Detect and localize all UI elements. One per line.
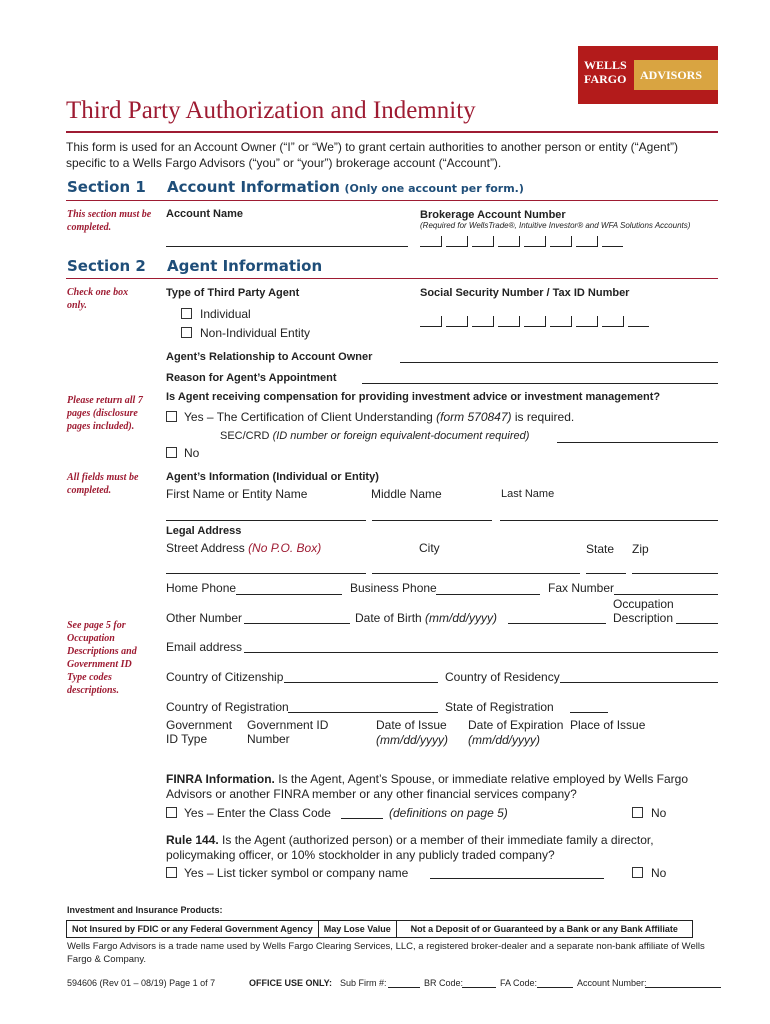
brokerage-number-field[interactable] (420, 236, 623, 247)
fax-field[interactable] (614, 594, 718, 595)
rule144-no-label: No (651, 866, 667, 880)
logo-line1: WELLS (584, 58, 627, 72)
compensation-no-checkbox[interactable] (166, 447, 177, 458)
street-label: Street Address (166, 541, 245, 555)
dob-field[interactable] (508, 623, 606, 624)
description-label: Description (613, 611, 674, 625)
street-field[interactable] (166, 573, 366, 574)
nonindividual-label: Non-Individual Entity (200, 326, 311, 340)
middle-name-label: Middle Name (371, 487, 442, 501)
compensation-yes-checkbox[interactable] (166, 411, 177, 422)
compensation-question: Is Agent receiving compensation for providing investment advice or investment management? (166, 391, 661, 403)
gov-id-num-label2: Number (247, 732, 290, 746)
state-field[interactable] (586, 573, 626, 574)
date-issue-format: (mm/dd/yyyy) (376, 733, 448, 747)
citizenship-field[interactable] (284, 682, 438, 683)
rule144-heading: Rule 144. (166, 833, 219, 847)
first-name-label: First Name or Entity Name (166, 487, 308, 501)
home-phone-label: Home Phone (166, 581, 237, 595)
business-phone-label: Business Phone (350, 581, 437, 595)
gov-id-type-label2: ID Type (166, 732, 208, 746)
last-name-label: Last Name (501, 488, 555, 500)
finra-yes-checkbox[interactable] (166, 807, 177, 818)
email-label: Email address (166, 640, 243, 654)
relationship-label: Agent’s Relationship to Account Owner (166, 351, 373, 363)
agent-info-label: Agent’s Information (Individual or Entity) (166, 471, 379, 483)
place-issue-label: Place of Issue (570, 718, 646, 732)
other-number-label: Other Number (166, 611, 243, 625)
class-code-field[interactable] (341, 818, 383, 819)
form-number: (form 570847) (436, 410, 512, 424)
date-exp-format: (mm/dd/yyyy) (468, 733, 540, 747)
individual-checkbox[interactable] (181, 308, 192, 319)
account-number-label: Account Number: (577, 978, 647, 988)
see-page5-note: See page 5 for Occupation Descriptions and Government ID Type codes descriptions. (67, 620, 137, 696)
finra-yes-label: Yes – Enter the Class Code (184, 806, 331, 820)
first-name-field[interactable] (166, 520, 366, 521)
date-exp-label: Date of Expiration (468, 718, 564, 732)
sec-crd-field[interactable] (557, 442, 718, 443)
page-title: Third Party Authorization and Indemnity (66, 97, 476, 124)
section1-title: Account Information (167, 178, 340, 196)
country-reg-field[interactable] (288, 712, 438, 713)
wells-fargo-logo (578, 46, 718, 104)
disclosure-not-deposit: Not a Deposit of or Guaranteed by a Bank or any Bank Affiliate (396, 921, 692, 938)
city-label: City (419, 541, 440, 555)
rule144-yes-label: Yes – List ticker symbol or company name (184, 866, 409, 880)
ticker-field[interactable] (430, 878, 604, 879)
check-one-note: Check one box only. (67, 287, 129, 311)
logo-line2: FARGO (584, 72, 627, 86)
nonindividual-checkbox[interactable] (181, 327, 192, 338)
sec-crd-note: (ID number or foreign equivalent-document required) (272, 430, 530, 442)
br-code-label: BR Code: (424, 978, 464, 988)
disclosure-table (66, 920, 693, 938)
section2-title: Agent Information (167, 257, 323, 275)
compensation-yes-label: Yes – The Certification of Client Understanding (184, 410, 433, 424)
residency-label: Country of Residency (445, 670, 560, 684)
gov-id-num-label1: Government ID (247, 718, 329, 732)
last-name-field[interactable] (500, 520, 718, 521)
other-number-field[interactable] (244, 623, 350, 624)
email-field[interactable] (244, 652, 718, 653)
compensation-no-label: No (184, 446, 200, 460)
account-name-field[interactable] (166, 246, 408, 247)
products-heading: Investment and Insurance Products: (67, 905, 223, 915)
fa-code-label: FA Code: (500, 978, 538, 988)
account-name-label: Account Name (166, 208, 244, 220)
reason-label: Reason for Agent’s Appointment (166, 372, 337, 384)
occupation-label: Occupation (613, 597, 674, 611)
individual-label: Individual (200, 307, 251, 321)
ssn-label: Social Security Number / Tax ID Number (420, 287, 630, 299)
subfirm-label: Sub Firm #: (340, 978, 387, 988)
agent-type-label: Type of Third Party Agent (166, 287, 300, 299)
state-label: State (586, 542, 615, 556)
finra-heading: FINRA Information. (166, 772, 275, 786)
fa-code-field[interactable] (537, 987, 573, 988)
date-issue-label: Date of Issue (376, 718, 447, 732)
ssn-field[interactable] (420, 316, 649, 327)
fax-label: Fax Number (548, 581, 615, 595)
section2-label: Section 2 (67, 257, 146, 275)
state-reg-field[interactable] (570, 712, 608, 713)
finra-definitions: (definitions on page 5) (389, 806, 508, 820)
zip-field[interactable] (632, 573, 718, 574)
citizenship-label: Country of Citizenship (166, 670, 284, 684)
compensation-yes-suffix: is required. (514, 410, 575, 424)
gov-id-type-label1: Government (166, 718, 233, 732)
relationship-field[interactable] (400, 362, 718, 363)
residency-field[interactable] (560, 682, 718, 683)
finra-no-checkbox[interactable] (632, 807, 643, 818)
section1-label: Section 1 (67, 178, 146, 196)
sec-crd-label: SEC/CRD (220, 430, 270, 442)
form-id: 594606 (Rev 01 – 08/19) Page 1 of 7 (67, 978, 216, 988)
business-phone-field[interactable] (436, 594, 540, 595)
reason-field[interactable] (362, 383, 718, 384)
dob-format: (mm/dd/yyyy) (425, 611, 498, 625)
trade-name-text: Wells Fargo Advisors is a trade name used by Wells Fargo Clearing Services, LLC, a registered broker-dealer and a separate non-bank affiliate of Wells Fargo & Company. (67, 941, 705, 965)
section1-subtitle: (Only one account per form.) (344, 182, 524, 195)
legal-address-label: Legal Address (166, 525, 242, 537)
state-reg-label: State of Registration (445, 700, 554, 714)
home-phone-field[interactable] (236, 594, 342, 595)
disclosure-lose-value: May Lose Value (318, 921, 396, 938)
all-fields-note: All fields must be completed. (67, 472, 139, 496)
finra-no-label: No (651, 806, 667, 820)
rule144-no-checkbox[interactable] (632, 867, 643, 878)
intro-text: This form is used for an Account Owner (“I” or “We”) to grant certain authorities to another person or entity (“Agent”) specific to a Wells Fargo Advisors (“you” or “your”) brokerage account (“Account”). (66, 140, 679, 170)
office-use-label: OFFICE USE ONLY: (249, 978, 333, 988)
finra-question: Is the Agent, Agent’s Spouse, or immediate relative employed by Wells Fargo Advisors or another FINRA member or any other financial services company? (166, 772, 689, 801)
description-field[interactable] (676, 623, 718, 624)
dob-label: Date of Birth (355, 611, 422, 625)
brokerage-number-label: Brokerage Account Number (420, 209, 566, 221)
office-account-field[interactable] (645, 987, 721, 988)
rule144-question: Is the Agent (authorized person) or a member of their immediate family a director, policymaking officer, or 10% stockholder in any publicly traded company? (166, 833, 654, 862)
zip-label: Zip (632, 542, 649, 556)
section1-side-note: This section must be completed. (67, 209, 152, 233)
logo-advisors: ADVISORS (640, 68, 703, 82)
return-pages-note: Please return all 7 pages (disclosure pages included). (67, 395, 143, 432)
rule144-yes-checkbox[interactable] (166, 867, 177, 878)
country-reg-label: Country of Registration (166, 700, 289, 714)
disclosure-fdic: Not Insured by FDIC or any Federal Government Agency (67, 921, 319, 938)
brokerage-note: (Required for WellsTrade®, Intuitive Investor® and WFA Solutions Accounts) (420, 221, 691, 230)
br-code-field[interactable] (462, 987, 496, 988)
middle-name-field[interactable] (372, 520, 492, 521)
city-field[interactable] (372, 573, 580, 574)
no-po-box: (No P.O. Box) (248, 541, 322, 555)
subfirm-field[interactable] (388, 987, 420, 988)
